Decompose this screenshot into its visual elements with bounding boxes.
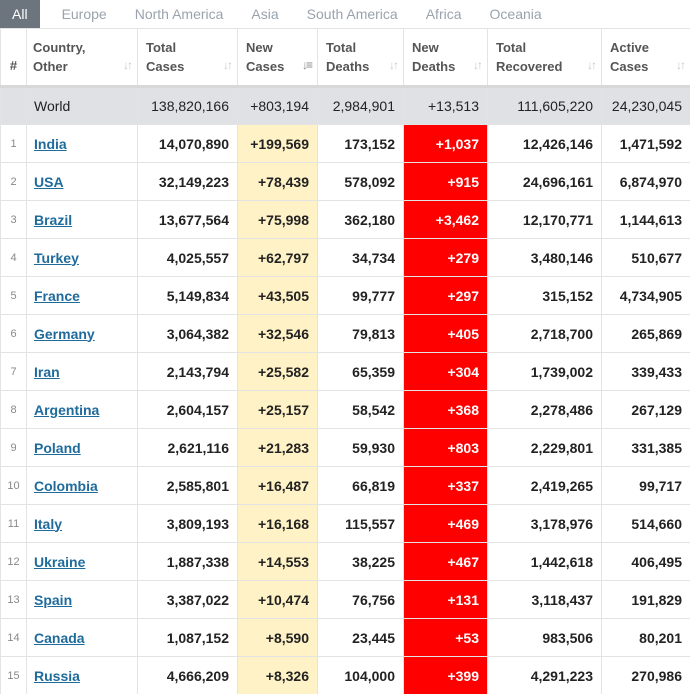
new-cases: +16,168 [238,505,318,543]
row-index: 5 [1,277,27,315]
total-deaths: 76,756 [318,581,404,619]
new-deaths: +469 [404,505,488,543]
total-deaths: 104,000 [318,657,404,694]
new-cases: +8,326 [238,657,318,694]
new-cases: +43,505 [238,277,318,315]
new-deaths: +131 [404,581,488,619]
table-row [1,277,690,315]
table-row [1,125,690,163]
total-deaths: 362,180 [318,201,404,239]
table-row [1,163,690,201]
row-index: 9 [1,429,27,467]
country-link[interactable]: France [34,287,80,304]
new-deaths: +399 [404,657,488,694]
new-deaths: +368 [404,391,488,429]
total-recovered: 12,170,771 [488,201,602,239]
total-cases: 3,809,193 [138,505,238,543]
total-recovered: 2,229,801 [488,429,602,467]
country-cell [27,391,138,429]
row-index: 10 [1,467,27,505]
table-row [1,429,690,467]
total-cases: 2,621,116 [138,429,238,467]
total-deaths: 99,777 [318,277,404,315]
new-deaths: +1,037 [404,125,488,163]
header-country[interactable]: Country, Other ↓↑ [27,29,138,87]
new-deaths: +3,462 [404,201,488,239]
row-index: 2 [1,163,27,201]
new-cases: +14,553 [238,543,318,581]
country-cell [27,581,138,619]
row-index: 8 [1,391,27,429]
sort-icon[interactable]: ↓↑ [389,58,397,72]
country-cell [27,277,138,315]
table-row [1,543,690,581]
total-cases: 2,604,157 [138,391,238,429]
table-row [1,391,690,429]
row-index [1,87,27,125]
country-link[interactable]: Ukraine [34,553,86,570]
active-cases: 331,385 [602,429,690,467]
country-link[interactable]: Poland [34,439,81,456]
total-cases: 3,387,022 [138,581,238,619]
total-deaths: 65,359 [318,353,404,391]
country-cell [27,125,138,163]
country-link[interactable]: Russia [34,667,80,684]
new-deaths: +405 [404,315,488,353]
table-row [1,467,690,505]
country-cell [27,467,138,505]
country-cell [27,201,138,239]
total-deaths: 59,930 [318,429,404,467]
active-cases: 339,433 [602,353,690,391]
total-recovered: 4,291,223 [488,657,602,694]
new-deaths: +803 [404,429,488,467]
sort-icon[interactable]: ↓↑ [123,58,131,72]
active-cases: 1,471,592 [602,125,690,163]
header-row [1,29,690,87]
country-cell [27,619,138,657]
country-link[interactable]: Italy [34,515,63,532]
total-deaths: 38,225 [318,543,404,581]
active-cases: 267,129 [602,391,690,429]
new-cases: +62,797 [238,239,318,277]
active-cases: 6,874,970 [602,163,690,201]
total-cases: 32,149,223 [138,163,238,201]
total-recovered: 12,426,146 [488,125,602,163]
total-recovered: 1,739,002 [488,353,602,391]
active-cases: 80,201 [602,619,690,657]
new-cases: +32,546 [238,315,318,353]
new-deaths: +279 [404,239,488,277]
total-recovered: 1,442,618 [488,543,602,581]
row-index: 15 [1,657,27,694]
active-cases: 191,829 [602,581,690,619]
active-cases: 514,660 [602,505,690,543]
covid-stats-table [0,28,690,694]
active-cases: 24,230,045 [602,87,690,125]
total-recovered: 983,506 [488,619,602,657]
total-deaths: 23,445 [318,619,404,657]
total-cases: 4,025,557 [138,239,238,277]
country-name: World [27,87,138,125]
new-cases: +75,998 [238,201,318,239]
country-link[interactable]: Turkey [34,249,79,266]
country-cell [27,315,138,353]
total-deaths: 2,984,901 [318,87,404,125]
total-recovered: 315,152 [488,277,602,315]
table-row [1,239,690,277]
total-deaths: 66,819 [318,467,404,505]
total-deaths: 34,734 [318,239,404,277]
country-cell [27,429,138,467]
active-cases: 265,869 [602,315,690,353]
header-total-cases[interactable]: Total Cases ↓↑ [138,29,238,87]
sort-icon[interactable]: ↓↑ [473,58,481,72]
country-link[interactable]: USA [34,173,64,190]
total-cases: 2,585,801 [138,467,238,505]
new-cases: +16,487 [238,467,318,505]
total-cases: 2,143,794 [138,353,238,391]
header-new-cases[interactable]: New Cases ↓≡ [238,29,318,87]
total-recovered: 2,718,700 [488,315,602,353]
tab-south-america[interactable]: South America [306,6,398,22]
new-deaths: +915 [404,163,488,201]
total-cases: 1,087,152 [138,619,238,657]
total-cases: 3,064,382 [138,315,238,353]
country-link[interactable]: Iran [34,363,60,380]
new-deaths: +53 [404,619,488,657]
new-deaths: +304 [404,353,488,391]
new-cases: +25,157 [238,391,318,429]
new-deaths: +13,513 [404,87,488,125]
total-deaths: 115,557 [318,505,404,543]
total-cases: 4,666,209 [138,657,238,694]
tab-africa[interactable]: Africa [425,6,462,22]
new-deaths: +467 [404,543,488,581]
tab-europe[interactable]: Europe [61,6,107,22]
new-cases: +10,474 [238,581,318,619]
header-new-deaths[interactable]: New Deaths ↓↑ [404,29,488,87]
total-recovered: 2,278,486 [488,391,602,429]
active-cases: 4,734,905 [602,277,690,315]
country-link[interactable]: Canada [34,629,85,646]
new-cases: +78,439 [238,163,318,201]
total-recovered: 3,178,976 [488,505,602,543]
active-cases: 270,986 [602,657,690,694]
total-recovered: 3,480,146 [488,239,602,277]
world-total-row [1,87,690,125]
tab-asia[interactable]: Asia [251,6,279,22]
table-row [1,353,690,391]
header-total-recovered[interactable]: Total Recovered ↓↑ [488,29,602,87]
new-cases: +803,194 [238,87,318,125]
sort-icon[interactable]: ↓↑ [587,58,595,72]
new-cases: +21,283 [238,429,318,467]
row-index: 7 [1,353,27,391]
table-row [1,619,690,657]
row-index: 6 [1,315,27,353]
active-cases: 1,144,613 [602,201,690,239]
table-row [1,315,690,353]
table-row [1,581,690,619]
new-cases: +199,569 [238,125,318,163]
total-cases: 138,820,166 [138,87,238,125]
total-cases: 5,149,834 [138,277,238,315]
total-deaths: 79,813 [318,315,404,353]
sort-desc-icon[interactable]: ↓≡ [301,58,311,72]
country-link[interactable]: India [34,135,67,152]
active-cases: 406,495 [602,543,690,581]
country-cell [27,239,138,277]
country-link[interactable]: Colombia [34,477,98,494]
row-index: 14 [1,619,27,657]
row-index: 3 [1,201,27,239]
total-recovered: 24,696,161 [488,163,602,201]
new-deaths: +297 [404,277,488,315]
active-cases: 510,677 [602,239,690,277]
country-link[interactable]: Spain [34,591,73,608]
header-index: # [1,29,27,87]
total-deaths: 58,542 [318,391,404,429]
total-recovered: 2,419,265 [488,467,602,505]
country-link[interactable]: Argentina [34,401,100,418]
country-link[interactable]: Germany [34,325,95,342]
row-index: 11 [1,505,27,543]
row-index: 4 [1,239,27,277]
tab-oceania[interactable]: Oceania [489,6,542,22]
table-row [1,657,690,694]
country-link[interactable]: Brazil [34,211,73,228]
tab-all[interactable]: All [0,0,40,28]
country-cell [27,505,138,543]
country-cell [27,657,138,694]
total-recovered: 111,605,220 [488,87,602,125]
row-index: 13 [1,581,27,619]
sort-icon[interactable]: ↓↑ [676,58,684,72]
total-deaths: 173,152 [318,125,404,163]
header-total-deaths[interactable]: Total Deaths ↓↑ [318,29,404,87]
new-deaths: +337 [404,467,488,505]
total-cases: 1,887,338 [138,543,238,581]
total-cases: 13,677,564 [138,201,238,239]
table-row [1,201,690,239]
region-tabs [0,0,690,28]
total-deaths: 578,092 [318,163,404,201]
country-cell [27,543,138,581]
country-cell [27,353,138,391]
new-cases: +8,590 [238,619,318,657]
sort-icon[interactable]: ↓↑ [223,58,231,72]
row-index: 12 [1,543,27,581]
active-cases: 99,717 [602,467,690,505]
total-cases: 14,070,890 [138,125,238,163]
new-cases: +25,582 [238,353,318,391]
country-cell [27,163,138,201]
table-row [1,505,690,543]
tab-north-america[interactable]: North America [134,6,224,22]
total-recovered: 3,118,437 [488,581,602,619]
row-index: 1 [1,125,27,163]
header-active-cases[interactable]: Active Cases ↓↑ [602,29,690,87]
